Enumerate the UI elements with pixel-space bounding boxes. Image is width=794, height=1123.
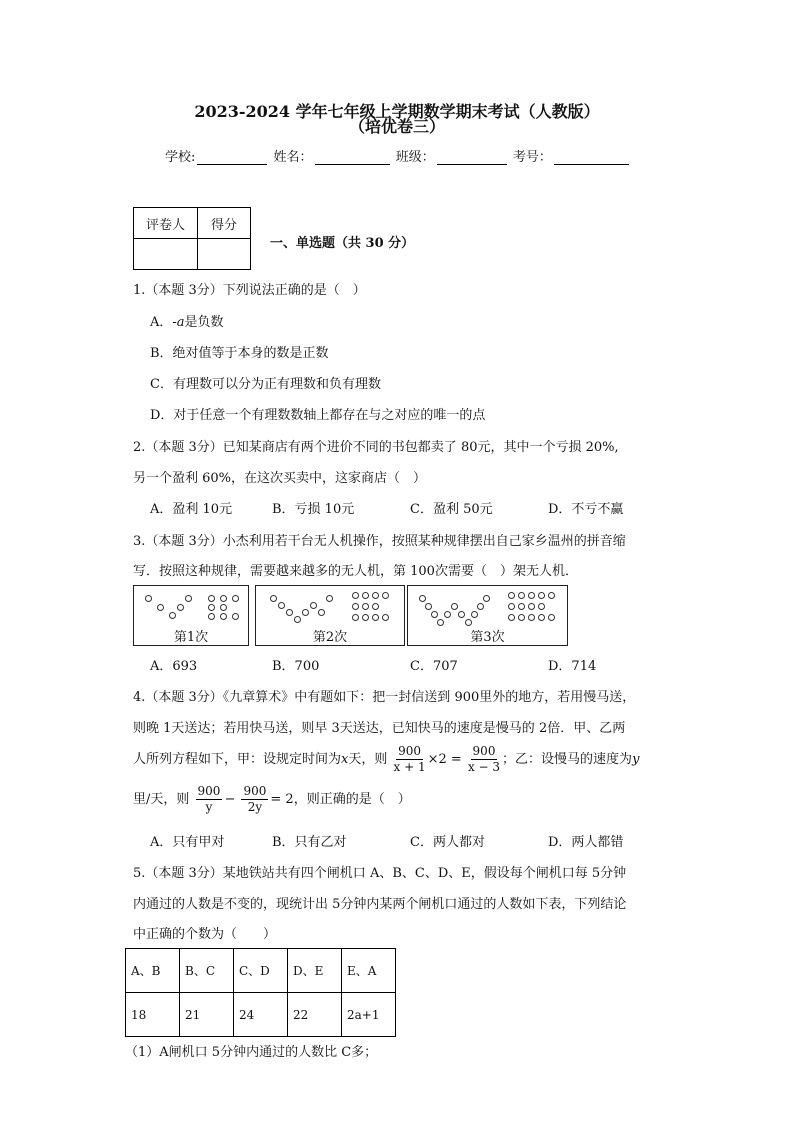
q1-option-b[interactable]: B．绝对值等于本身的数是正数 xyxy=(150,346,329,361)
q4-stem-line1: 4.（本题 3分）《九章算术》中有题如下：把一封信送到 900里外的地方，若用慢马送， xyxy=(133,690,636,705)
name-field[interactable] xyxy=(315,150,390,165)
pattern-caption-1: 第1次 xyxy=(173,630,209,645)
q2-option-a[interactable]: A．盈利 10元 xyxy=(150,502,233,517)
gate-header: E、A xyxy=(342,949,396,993)
q4-option-b[interactable]: B．只有乙对 xyxy=(272,835,347,850)
q1-option-c[interactable]: C．有理数可以分为正有理数和负有理数 xyxy=(150,377,381,392)
class-field[interactable] xyxy=(437,150,507,165)
pattern-figure-2 xyxy=(255,585,405,646)
gate-table xyxy=(125,948,396,1037)
q4-option-d[interactable]: D．两人都错 xyxy=(548,835,624,850)
q4-stem-line3: 人所列方程如下，甲：设规定时间为x天，则 $\frac{900}{x + 1}$ ×2 = $\frac{900}{x - 3}$ ；乙：设慢马的速度为y xyxy=(133,744,640,774)
q3-option-b[interactable]: B．700 xyxy=(272,659,320,674)
q4-fraction-1: $\frac{900}{x + 1}$ xyxy=(393,744,426,774)
q1-option-a[interactable]: A．-a是负数 xyxy=(150,315,224,330)
number-field[interactable] xyxy=(554,150,629,165)
q2-option-d[interactable]: D．不亏不赢 xyxy=(548,502,624,517)
section-heading: 一、单选题（共 30 分） xyxy=(270,236,415,251)
q3-option-a[interactable]: A．693 xyxy=(150,659,198,674)
q2-option-b[interactable]: B．亏损 10元 xyxy=(272,502,355,517)
school-label: 学校: xyxy=(165,150,196,165)
q5-statement-1: （1）A闸机口 5分钟内通过的人数比 C多； xyxy=(125,1045,378,1060)
gate-header: A、B xyxy=(126,949,180,993)
pattern-caption-2: 第2次 xyxy=(312,630,348,645)
q2-stem-line2: 另一个盈利 60%，在这次买卖中，这家商店（ ） xyxy=(133,471,427,486)
q4-fraction-3: $\frac{900}{y}$ xyxy=(197,784,221,814)
q3-stem-line1: 3.（本题 3分）小杰利用若干台无人机操作，按照某种规律摆出自己家乡温州的拼音缩 xyxy=(133,534,626,549)
gate-value: 2a+1 xyxy=(342,993,396,1037)
q4-option-c[interactable]: C．两人都对 xyxy=(410,835,485,850)
q5-stem-line3: 中正确的个数为（ ） xyxy=(133,927,277,942)
reviewer-header: 评卷人 xyxy=(134,208,198,239)
q3-option-c[interactable]: C．707 xyxy=(410,659,458,674)
student-info xyxy=(165,146,631,165)
gate-value: 21 xyxy=(180,993,234,1037)
school-field[interactable] xyxy=(197,150,267,165)
pattern-figure-1 xyxy=(133,585,249,646)
gate-value: 18 xyxy=(126,993,180,1037)
gate-header: C、D xyxy=(234,949,288,993)
q2-stem-line1: 2.（本题 3分）已知某商店有两个进价不同的书包都卖了 80元，其中一个亏损 20%, xyxy=(133,440,619,455)
q3-stem-line2: 写．按照这种规律，需要越来越多的无人机，第 100次需要（ ）架无人机． xyxy=(133,564,578,579)
q2-option-c[interactable]: C．盈利 50元 xyxy=(410,502,493,517)
class-label: 班级： xyxy=(395,150,435,165)
q1-option-d[interactable]: D．对于任意一个有理数数轴上都存在与之对应的唯一的点 xyxy=(150,408,486,423)
q5-stem-line2: 内通过的人数是不变的，现统计出 5分钟内某两个闸机口通过的人数如下表，下列结论 xyxy=(133,897,627,912)
q3-option-d[interactable]: D．714 xyxy=(548,659,597,674)
page-title: 2023-2024 学年七年级上学期数学期末考试（人教版） xyxy=(194,102,600,121)
score-header: 得分 xyxy=(198,208,251,239)
q4-stem-line4: 里/天，则 $\frac{900}{y}$ − $\frac{900}{2y}$ = 2，则正确的是（ ） xyxy=(133,784,411,814)
score-cell[interactable] xyxy=(198,239,251,270)
q1-stem: 1.（本题 3分）下列说法正确的是（ ） xyxy=(133,283,366,298)
page-subtitle: （培优卷三） xyxy=(348,117,445,136)
q4-option-a[interactable]: A．只有甲对 xyxy=(150,835,225,850)
q4-fraction-4: $\frac{900}{2y}$ xyxy=(243,784,267,814)
q4-stem-line2: 则晚 1天送达；若用快马送，则早 3天送达，已知快马的速度是慢马的 2倍．甲、乙两 xyxy=(133,721,626,736)
gate-value: 24 xyxy=(234,993,288,1037)
q5-stem-line1: 5.（本题 3分）某地铁站共有四个闸机口 A、B、C、D、E，假设每个闸机口每 5分钟 xyxy=(133,866,627,881)
number-label: 考号： xyxy=(512,150,552,165)
gate-header: D、E xyxy=(288,949,342,993)
score-table xyxy=(133,207,251,270)
name-label: 姓名： xyxy=(273,150,313,165)
gate-header: B、C xyxy=(180,949,234,993)
reviewer-cell[interactable] xyxy=(134,239,198,270)
q4-fraction-2: $\frac{900}{x - 3}$ xyxy=(467,744,501,774)
gate-value: 22 xyxy=(288,993,342,1037)
pattern-figure-3 xyxy=(407,585,568,646)
pattern-caption-3: 第3次 xyxy=(470,630,505,645)
